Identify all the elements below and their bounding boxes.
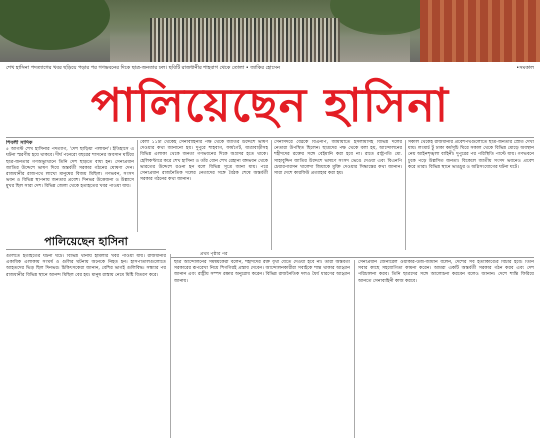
article-column-4 bbox=[408, 140, 534, 250]
column-divider bbox=[170, 254, 171, 438]
tree-foliage bbox=[0, 0, 110, 50]
column-divider bbox=[137, 140, 138, 232]
article-column-1 bbox=[6, 140, 134, 232]
column-text: সকাল থেকেই রাজধানীর প্রবেশপথগুলোতে ছাত্র-জনতার স্রোত দেখা যায়। লংমার্চ টু ঢাকা কর্মসূচি ঘিরে সকাল থেকে বিভিন্ন মোড়ে অবস্থান নেয় আইনশৃঙ্খলা বাহিনী। দুপুরের পর পরিস্থিতি পাল্টে যায়। গণভবনে ঢুকে পড়ে উল্লসিত জনতা। বিকেলে জাতীয় সংসদ ভবনেও প্রবেশ করে তারা। বিভিন্ন স্থানে ভাঙচুর ও অগ্নিসংযোগের ঘটনা ঘটে। bbox=[408, 140, 534, 170]
column-text: গুলিতে হতাহতের ঘটনা ঘটে। বিভিন্ন থানায় হামলার খবর পাওয়া যায়। রাজধানীর একাধিক এলাকায় সংঘর্ষ ও গুলির ঘটনায় অনেকে নিহত হন। হাসপাতালগুলোতে আহতদের ভিড় ছিল দিনভর। চিকিৎসকেরা জানান, বেশির ভাগই গুলিবিদ্ধ। সন্ধ্যার পর রাজধানীর বিভিন্ন স্থানে আনন্দ মিছিল বের হয়। মানুষ রাস্তায় নেমে মিষ্টি বিতরণ করে। bbox=[6, 254, 166, 278]
photo-caption bbox=[6, 63, 534, 73]
divider bbox=[170, 257, 534, 258]
caption-text: শেখ হাসিনা পদত্যাগের খবর ছড়িয়ে পড়ার পর গণভবনের দিকে ছাত্র-জনতার ঢল। ছবিটি রাজধানীর শাহবাগ থেকে তোলা • জাকির হোসেন bbox=[6, 65, 280, 71]
column-divider bbox=[405, 140, 406, 250]
column-text: বেলা ১১টা থেকেই সেনাবাহিনীর পক্ষ থেকে জাতির উদ্দেশে ভাষণ দেওয়ার কথা জানানো হয়। দুপুরে শাহবাগ, ফার্মগেট, যাত্রাবাড়ীসহ বিভিন্ন এলাকা থেকে জনতা গণভবনের দিকে অগ্রসর হতে থাকে। হেলিকপ্টারে করে শেখ হাসিনা ও তাঁর বোন শেখ রেহানা বঙ্গভবন থেকে ভারতের উদ্দেশে রওনা হন বলে বিভিন্ন সূত্রে জানা যায়। পরে সেনাপ্রধান রাজনৈতিক দলের নেতাদের সঙ্গে বৈঠক শেষে অন্তর্বর্তী সরকার গঠনের কথা জানান। bbox=[140, 140, 268, 183]
lower-column-2 bbox=[174, 260, 350, 438]
column-text: সেনাসদরে বৈঠকে বিএনপি, জামায়াতে ইসলামীসহ বিভিন্ন দলের নেতারা উপস্থিত ছিলেন। ছাত্রদের পক্ষ থেকে বলা হয়, আন্দোলনের শহীদদের রক্তের সঙ্গে বেইমানি করা হবে না। রাতে রাষ্ট্রপতি মো. সাহাবুদ্দিন জাতির উদ্দেশে ভাষণে সংসদ ভেঙে দেওয়া এবং বিএনপি চেয়ারপারসন খালেদা জিয়াকে মুক্তি দেওয়ার সিদ্ধান্তের কথা জানান। সারা দেশে কারফিউ প্রত্যাহার করা হয়। bbox=[274, 140, 402, 177]
lower-column-1 bbox=[6, 254, 166, 438]
photo-credit: •সমকাল bbox=[516, 65, 534, 71]
main-headline: পালিয়েছেন হাসিনা bbox=[90, 78, 450, 132]
column-divider bbox=[271, 140, 272, 250]
column-text: সেনাপ্রধান জেনারেল ওয়াকার-উজ-জামান বলেন, দেশের সব হত্যাকাণ্ডের বিচার হবে। তিনি সবার কাছে সহযোগিতা কামনা করেন। আমরা একটি অন্তর্বর্তী সরকার গঠন করব এবং দেশ পরিচালনা করব। তিনি ছাত্রদের সঙ্গে আলোচনা করবেন বলেও জানান। দেশে শান্তি ফিরিয়ে আনতে সেনাবাহিনী কাজ করবে। bbox=[358, 260, 534, 284]
inner-headline: পালিয়েছেন হাসিনা bbox=[6, 234, 166, 250]
column-divider bbox=[354, 260, 355, 438]
lower-column-3 bbox=[358, 260, 534, 438]
brick-building bbox=[420, 0, 540, 62]
column-text: ৫ আগস্ট শেখ হাসিনার পদত্যাগ, 'দেশ ছাড়িয়া পলায়ন'। ইতিহাসে এ ঘটনা স্মরণীয় হয়ে থাকবে। দীর্ঘ পনেরো বছরের শাসনের অবসান ঘটিয়ে ছাত্র-জনতার গণঅভ্যুত্থানে তিনি দেশ ছাড়তে বাধ্য হন। সেনাপ্রধান জাতির উদ্দেশে ভাষণ দিয়ে অন্তর্বর্তী সরকার গঠনের ঘোষণা দেন। রাজধানীর রাজপথে লাখো মানুষের বিজয় মিছিল। গণভবন, সংসদ ভবন ও বিভিন্ন স্থাপনায় জনতার প্রবেশ। দিনভর উত্তেজনা ও উল্লাসে মুখর ছিল সারা দেশ। বিভিন্ন জেলা থেকে হতাহতের খবর পাওয়া যায়। bbox=[6, 147, 134, 190]
column-text: ছাত্র আন্দোলনের সমন্বয়কেরা বলেন, শহীদদের রক্ত বৃথা যেতে দেওয়া হবে না। তারা অন্তর্বর্তী সরকারের রূপরেখা নিয়ে শিগগিরই প্রস্তাব দেবেন। আন্দোলনকারীরা সবাইকে শান্ত থাকার আহ্বান জানান এবং রাষ্ট্রীয় সম্পদ রক্ষার অনুরোধ করেন। বিভিন্ন রাজনৈতিক দলও ধৈর্য ধারণের আহ্বান জানায়। bbox=[174, 260, 350, 284]
continuation-label: প্রথম পৃষ্ঠার পর bbox=[200, 252, 228, 257]
divider bbox=[6, 137, 534, 138]
crowd bbox=[150, 18, 340, 62]
lead-photo bbox=[0, 0, 540, 62]
byline: শিবলী সাদিক bbox=[6, 140, 33, 146]
article-column-3 bbox=[274, 140, 402, 250]
